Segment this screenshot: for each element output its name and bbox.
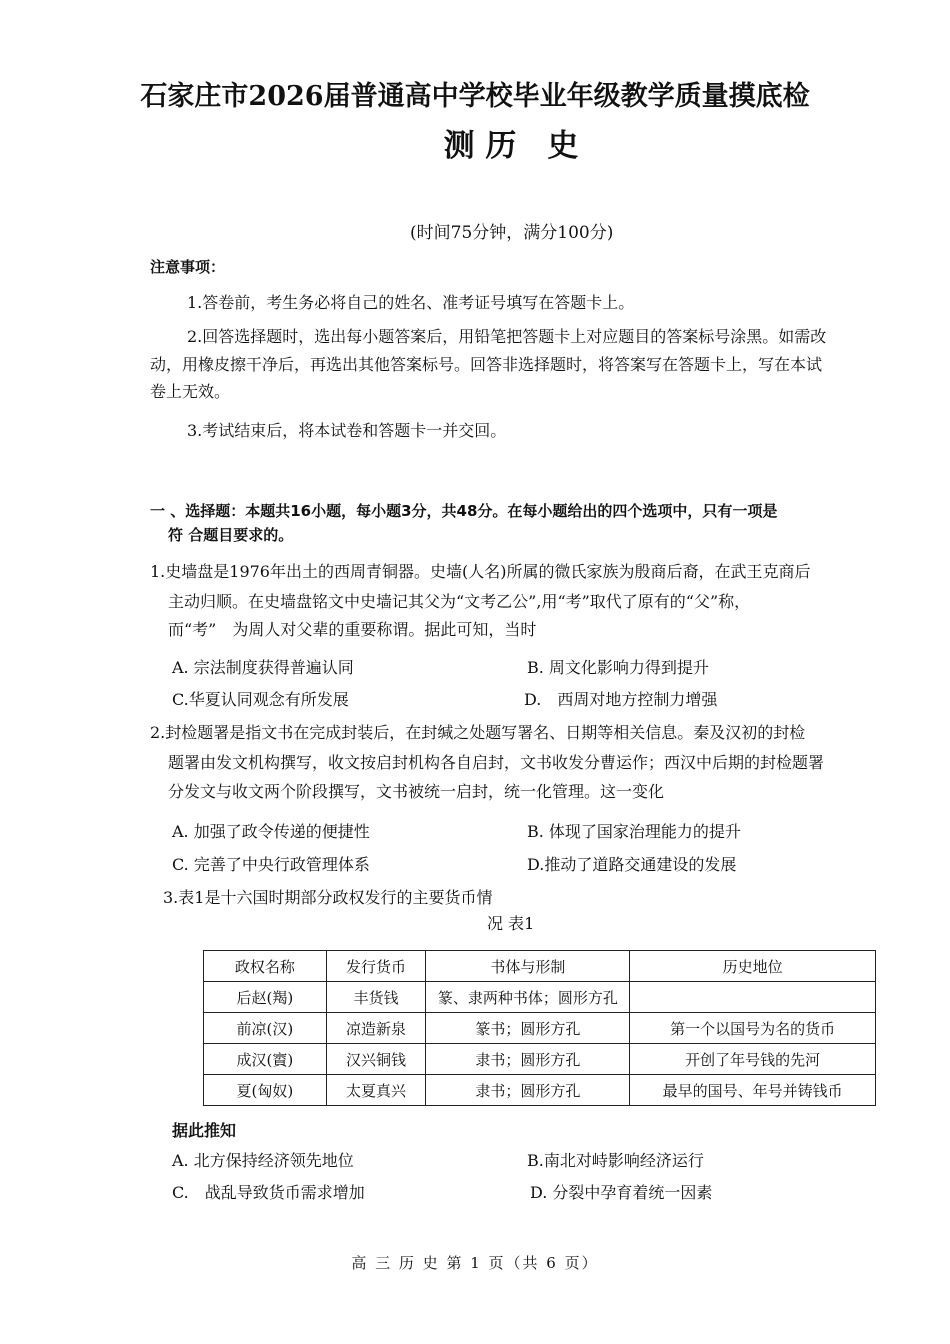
table-cell: 汉兴铜钱 xyxy=(326,1044,426,1075)
table-header-row xyxy=(204,951,876,982)
q1-stem-line3: 而“考” 为周人对父辈的重要称谓。据此可知，当时 xyxy=(168,620,537,639)
q2-option-c[interactable]: C. 完善了中央行政管理体系 xyxy=(172,855,370,874)
table-cell: 成汉(賨) xyxy=(204,1044,327,1075)
q1-stem-line2: 主动归顺。在史墙盘铭文中史墙记其父为“文考乙公”,用“考”取代了原有的“父”称， xyxy=(168,592,751,611)
table-cell: 前凉(汉) xyxy=(204,1013,327,1044)
table-cell: 夏(匈奴) xyxy=(204,1075,327,1106)
table-cell xyxy=(630,982,876,1013)
q3-option-d[interactable]: D. 分裂中孕育着统一因素 xyxy=(530,1183,713,1202)
time-note: (时间75分钟，满分100分) xyxy=(410,223,614,243)
table-cell: 最早的国号、年号并铸钱币 xyxy=(630,1075,876,1106)
q1-option-c[interactable]: C.华夏认同观念有所发展 xyxy=(172,690,349,709)
q3-stem-line1: 3.表1是十六国时期部分政权发行的主要货币情 xyxy=(163,888,493,907)
q2-stem-line3: 分发文与收文两个阶段撰写，文书被统一启封，统一化管理。这一变化 xyxy=(168,782,665,801)
table-row xyxy=(204,1044,876,1075)
currency-table xyxy=(203,950,876,1106)
q2-option-a[interactable]: A. 加强了政令传递的便捷性 xyxy=(172,822,370,841)
table-header-cell: 政权名称 xyxy=(204,951,327,982)
table-header-cell: 书体与形制 xyxy=(426,951,630,982)
notice-item-2-cont: 动，用橡皮擦干净后，再选出其他答案标号。回答非选择题时，将答案写在答题卡上，写在本试 xyxy=(150,355,823,374)
table-cell: 隶书；圆形方孔 xyxy=(426,1044,630,1075)
exam-title-line1: 石家庄市2026届普通高中学校毕业年级教学质量摸底检 xyxy=(140,81,810,112)
q2-option-d[interactable]: D.推动了道路交通建设的发展 xyxy=(527,855,737,874)
section-heading-line1: 一 、选择题：本题共16小题，每小题3分，共48分。在每小题给出的四个选项中，只有一项是 xyxy=(150,502,778,520)
table-row xyxy=(204,1013,876,1044)
table-row xyxy=(204,982,876,1013)
exam-title-line2: 测 历 史 xyxy=(443,128,579,164)
table-cell: 丰货钱 xyxy=(326,982,426,1013)
table-cell: 篆、隶两种书体；圆形方孔 xyxy=(426,982,630,1013)
q2-stem-line1: 2.封检题署是指文书在完成封装后，在封缄之处题写署名、日期等相关信息。秦及汉初的封检 xyxy=(150,723,806,742)
table-cell: 隶书；圆形方孔 xyxy=(426,1075,630,1106)
table-row xyxy=(204,1075,876,1106)
q3-stem-end: 据此推知 xyxy=(172,1121,237,1140)
table-cell: 凉造新泉 xyxy=(326,1013,426,1044)
q3-stem-line2-table-caption: 况 表1 xyxy=(487,914,535,933)
table-cell: 后赵(羯) xyxy=(204,982,327,1013)
q1-option-b[interactable]: B. 周文化影响力得到提升 xyxy=(527,658,709,677)
table-cell: 太夏真兴 xyxy=(326,1075,426,1106)
notice-item-3: 3.考试结束后，将本试卷和答题卡一并交回。 xyxy=(187,421,507,440)
table-cell: 篆书；圆形方孔 xyxy=(426,1013,630,1044)
q1-option-d[interactable]: D. 西周对地方控制力增强 xyxy=(524,690,718,709)
q1-option-a[interactable]: A. 宗法制度获得普遍认同 xyxy=(172,658,354,677)
table-cell: 第一个以国号为名的货币 xyxy=(630,1013,876,1044)
notice-item-2: 2.回答选择题时，选出每小题答案后，用铅笔把答题卡上对应题目的答案标号涂黑。如需改 xyxy=(187,327,827,346)
notice-item-1: 1.答卷前，考生务必将自己的姓名、准考证号填写在答题卡上。 xyxy=(187,293,635,312)
notice-heading: 注意事项： xyxy=(150,258,226,276)
table-cell: 开创了年号钱的先河 xyxy=(630,1044,876,1075)
table-header-cell: 历史地位 xyxy=(630,951,876,982)
notice-item-2-end: 卷上无效。 xyxy=(150,382,231,401)
q3-option-a[interactable]: A. 北方保持经济领先地位 xyxy=(172,1151,354,1170)
section-heading-line2: 符 合题目要求的。 xyxy=(168,526,294,544)
table-header-cell: 发行货币 xyxy=(326,951,426,982)
q2-stem-line2: 题署由发文机构撰写，收文按启封机构各自启封，文书收发分曹运作；西汉中后期的封检题署 xyxy=(168,753,825,772)
page-footer: 高 三 历 史 第 1 页（共 6 页） xyxy=(351,1254,599,1272)
q3-option-c[interactable]: C. 战乱导致货币需求增加 xyxy=(172,1183,365,1202)
q3-option-b[interactable]: B.南北对峙影响经济运行 xyxy=(527,1151,704,1170)
q1-stem-line1: 1.史墙盘是1976年出土的西周青铜器。史墙(人名)所属的微氏家族为殷商后裔，在武王克商后 xyxy=(150,562,811,581)
q2-option-b[interactable]: B. 体现了国家治理能力的提升 xyxy=(527,822,741,841)
